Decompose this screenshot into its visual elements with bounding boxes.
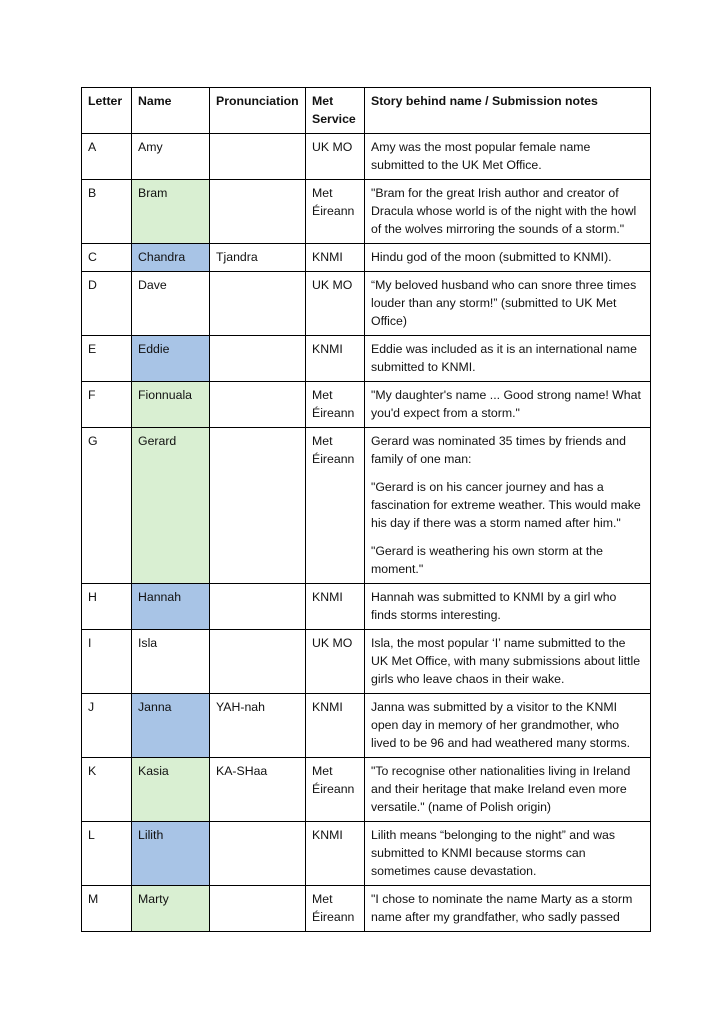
service-cell: Met Éireann bbox=[306, 758, 365, 822]
table-row bbox=[82, 272, 651, 336]
header-story: Story behind name / Submission notes bbox=[365, 88, 651, 134]
pronunciation-cell: YAH-nah bbox=[210, 694, 306, 758]
service-cell: KNMI bbox=[306, 822, 365, 886]
story-paragraph: Isla, the most popular ‘I’ name submitted to the UK Met Office, with many submissions about little girls who leave chaos in their wake. bbox=[371, 636, 641, 686]
letter-cell: I bbox=[82, 630, 132, 694]
story-paragraph: "My daughter's name ... Good strong name! What you'd expect from a storm." bbox=[371, 388, 641, 420]
story-cell bbox=[365, 758, 651, 822]
pronunciation-cell bbox=[210, 886, 306, 932]
letter-cell: D bbox=[82, 272, 132, 336]
story-cell bbox=[365, 134, 651, 180]
pronunciation-cell bbox=[210, 336, 306, 382]
letter-cell: E bbox=[82, 336, 132, 382]
table-row bbox=[82, 336, 651, 382]
pronunciation-cell bbox=[210, 134, 306, 180]
table-body bbox=[82, 134, 651, 932]
name-cell: Marty bbox=[132, 886, 210, 932]
service-cell: UK MO bbox=[306, 630, 365, 694]
table-row bbox=[82, 630, 651, 694]
header-letter: Letter bbox=[82, 88, 132, 134]
story-paragraph: Hindu god of the moon (submitted to KNMI). bbox=[371, 250, 612, 264]
story-cell bbox=[365, 428, 651, 584]
letter-cell: H bbox=[82, 584, 132, 630]
pronunciation-cell bbox=[210, 630, 306, 694]
pronunciation-cell: KA-SHaa bbox=[210, 758, 306, 822]
story-cell bbox=[365, 584, 651, 630]
story-cell bbox=[365, 886, 651, 932]
story-paragraph: Hannah was submitted to KNMI by a girl who finds storms interesting. bbox=[371, 590, 617, 622]
story-paragraph: Amy was the most popular female name submitted to the UK Met Office. bbox=[371, 140, 591, 172]
story-paragraph: Gerard was nominated 35 times by friends and family of one man: bbox=[371, 434, 626, 466]
letter-cell: J bbox=[82, 694, 132, 758]
service-cell: Met Éireann bbox=[306, 382, 365, 428]
story-cell bbox=[365, 382, 651, 428]
service-cell: Met Éireann bbox=[306, 428, 365, 584]
header-pronunciation: Pronunciation bbox=[210, 88, 306, 134]
story-cell bbox=[365, 822, 651, 886]
story-paragraph: "I chose to nominate the name Marty as a storm name after my grandfather, who sadly passed bbox=[371, 892, 633, 924]
header-service: Met Service bbox=[306, 88, 365, 134]
story-paragraph: Eddie was included as it is an international name submitted to KNMI. bbox=[371, 342, 637, 374]
header-row bbox=[82, 88, 651, 134]
story-paragraph: "Gerard is on his cancer journey and has a fascination for extreme weather. This would make his day if there was a storm named after him." bbox=[371, 480, 641, 530]
name-cell: Eddie bbox=[132, 336, 210, 382]
table-row bbox=[82, 758, 651, 822]
name-cell: Kasia bbox=[132, 758, 210, 822]
name-cell: Chandra bbox=[132, 244, 210, 272]
table-row bbox=[82, 428, 651, 584]
table-row bbox=[82, 822, 651, 886]
pronunciation-cell: Tjandra bbox=[210, 244, 306, 272]
story-paragraph: “My beloved husband who can snore three times louder than any storm!” (submitted to UK Met Office) bbox=[371, 278, 637, 328]
service-cell: KNMI bbox=[306, 694, 365, 758]
pronunciation-cell bbox=[210, 382, 306, 428]
story-cell bbox=[365, 336, 651, 382]
story-cell bbox=[365, 694, 651, 758]
storm-names-table bbox=[81, 87, 651, 932]
letter-cell: B bbox=[82, 180, 132, 244]
table-row bbox=[82, 694, 651, 758]
story-cell bbox=[365, 630, 651, 694]
service-cell: Met Éireann bbox=[306, 886, 365, 932]
name-cell: Amy bbox=[132, 134, 210, 180]
service-cell: KNMI bbox=[306, 336, 365, 382]
story-cell bbox=[365, 244, 651, 272]
table-row bbox=[82, 244, 651, 272]
table-row bbox=[82, 382, 651, 428]
name-cell: Fionnuala bbox=[132, 382, 210, 428]
letter-cell: K bbox=[82, 758, 132, 822]
story-paragraph: "Gerard is weathering his own storm at the moment." bbox=[371, 544, 603, 576]
name-cell: Isla bbox=[132, 630, 210, 694]
letter-cell: A bbox=[82, 134, 132, 180]
letter-cell: C bbox=[82, 244, 132, 272]
story-paragraph: Janna was submitted by a visitor to the KNMI open day in memory of her grandmother, who lived to be 96 and had weathered many storms. bbox=[371, 700, 631, 750]
name-cell: Dave bbox=[132, 272, 210, 336]
letter-cell: G bbox=[82, 428, 132, 584]
pronunciation-cell bbox=[210, 822, 306, 886]
pronunciation-cell bbox=[210, 584, 306, 630]
name-cell: Lilith bbox=[132, 822, 210, 886]
service-cell: Met Éireann bbox=[306, 180, 365, 244]
story-paragraph: "Bram for the great Irish author and creator of Dracula whose world is of the night with the howl of the wolves mirroring the sounds of a storm." bbox=[371, 186, 637, 236]
service-cell: UK MO bbox=[306, 134, 365, 180]
story-cell bbox=[365, 272, 651, 336]
letter-cell: M bbox=[82, 886, 132, 932]
pronunciation-cell bbox=[210, 272, 306, 336]
story-paragraph: "To recognise other nationalities living in Ireland and their heritage that make Ireland even more versatile." (name of Polish origin) bbox=[371, 764, 631, 814]
story-cell bbox=[365, 180, 651, 244]
service-cell: KNMI bbox=[306, 584, 365, 630]
name-cell: Hannah bbox=[132, 584, 210, 630]
table-row bbox=[82, 886, 651, 932]
table-row bbox=[82, 584, 651, 630]
service-cell: UK MO bbox=[306, 272, 365, 336]
letter-cell: L bbox=[82, 822, 132, 886]
table-row bbox=[82, 180, 651, 244]
service-cell: KNMI bbox=[306, 244, 365, 272]
name-cell: Gerard bbox=[132, 428, 210, 584]
pronunciation-cell bbox=[210, 428, 306, 584]
pronunciation-cell bbox=[210, 180, 306, 244]
name-cell: Bram bbox=[132, 180, 210, 244]
story-paragraph: Lilith means “belonging to the night” and was submitted to KNMI because storms can sometimes cause devastation. bbox=[371, 828, 616, 878]
letter-cell: F bbox=[82, 382, 132, 428]
name-cell: Janna bbox=[132, 694, 210, 758]
table-row bbox=[82, 134, 651, 180]
header-name: Name bbox=[132, 88, 210, 134]
